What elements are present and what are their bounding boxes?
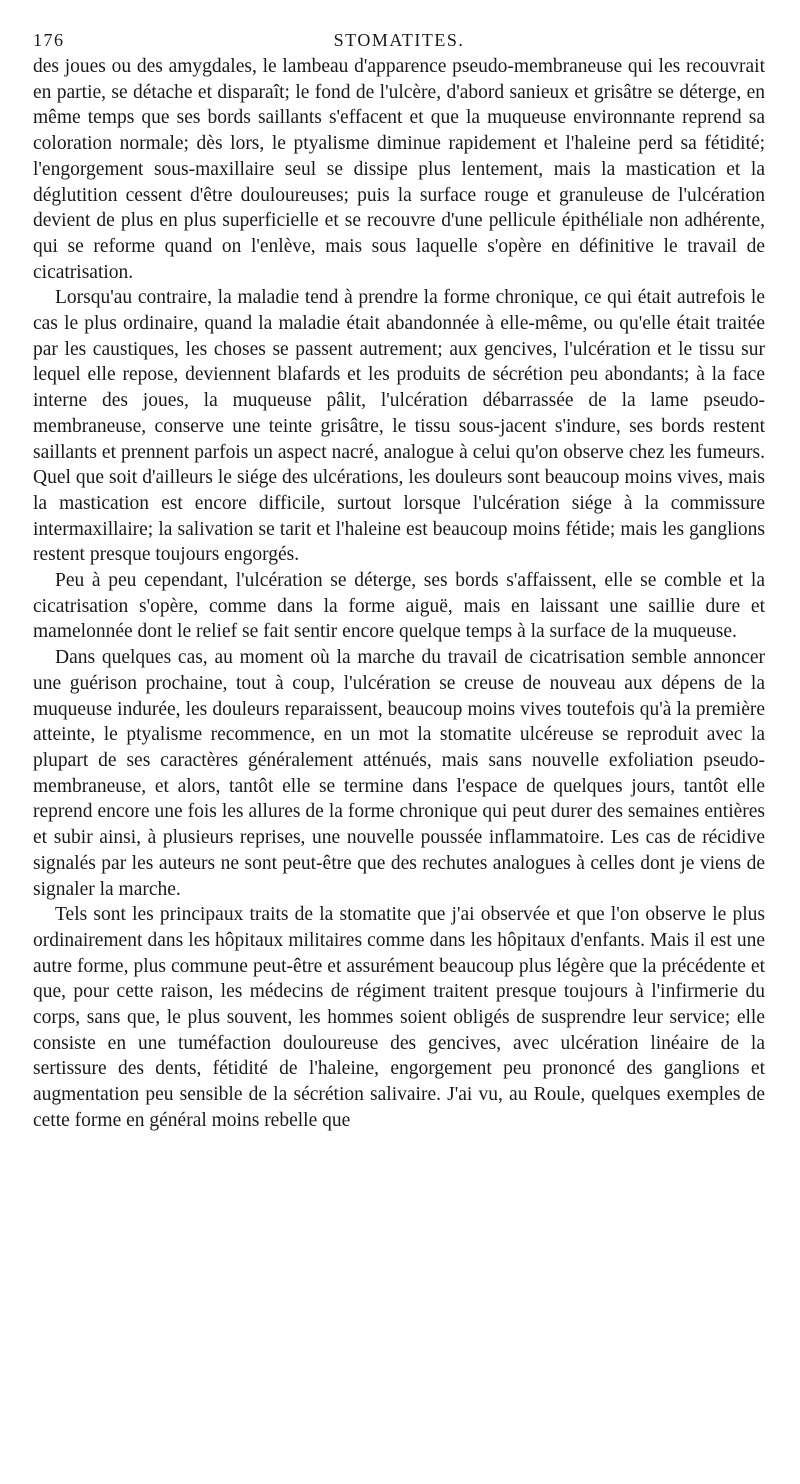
paragraph-relapse: Dans quelques cas, au moment où la marche du travail de cicatrisation semble annoncer une guérison prochaine, tout à coup, l'ulcération se creuse de nouveau aux dépens de la muqueuse indurée, les douleurs reparaissent, beaucoup moins vives toutefois qu'à la première atteinte, le ptyalisme recommence, en un mot la stomatite ulcéreuse se reproduit avec la plupart de ses caractères généralement atténués, mais sans nouvelle exfoliation pseudo-membraneuse, et alors, tantôt elle se termine dans l'espace de quelques jours, tantôt elle reprend encore une fois les allures de la forme chronique qui peut durer des semaines entières et subir ainsi, à plusieurs reprises, une nouvelle poussée inflammatoire. Les cas de récidive signalés par les auteurs ne sont peut-être que des rechutes analogues à celles dont je viens de signaler la marche. xyxy=(33,647,765,900)
running-title: STOMATITES. xyxy=(333,30,465,50)
paragraph-healing: Peu à peu cependant, l'ulcération se déterge, ses bords s'affaissent, elle se comble et la cicatrisation s'opère, comme dans la forme aiguë, mais en laissant une saillie dure et mamelonnée dont le relief se fait sentir encore quelque temps à la surface de la muqueuse. xyxy=(33,570,765,643)
page-header xyxy=(33,30,765,52)
body-text xyxy=(33,54,765,1134)
paragraph-other-form: Tels sont les principaux traits de la stomatite que j'ai observée et que l'on observe le plus ordinairement dans les hôpitaux militaires comme dans les hôpitaux d'enfants. Mais il est une autre forme, plus commune peut-être et assurément beaucoup plus légère que la précédente et que, pour cette raison, les médecins de régiment traitent presque toujours à l'infirmerie du corps, sans que, le plus souvent, les hommes soient obligés de susprendre leur service; elle consiste en une tuméfaction douloureuse des gencives, avec ulcération linéaire de la sertissure des dents, fétidité de l'haleine, engorgement peu prononcé des ganglions et augmentation peu sensible de la sécrétion salivaire. J'ai vu, au Roule, quelques exemples de cette forme en général moins rebelle que xyxy=(33,904,765,1131)
paragraph-continuation: des joues ou des amygdales, le lambeau d'apparence pseudo-membraneuse qui les recouvrait en partie, se détache et disparaît; le fond de l'ulcère, d'abord sanieux et grisâtre se déterge, en même temps que ses bords saillants s'effacent et que la muqueuse environnante reprend sa coloration normale; dès lors, le ptyalisme diminue rapidement et l'haleine perd sa fétidité; l'engorgement sous-maxillaire seul se dissipe plus lentement, mais la mastication et la déglutition cessent d'être douloureuses; puis la surface rouge et granuleuse de l'ulcération devient de plus en plus superficielle et se recouvre d'une pellicule épithéliale non adhérente, qui se reforme quand on l'enlève, mais sous laquelle s'opère en définitive le travail de cicatrisation. xyxy=(33,56,765,283)
page-number: 176 xyxy=(33,30,65,50)
paragraph-chronic-form: Lorsqu'au contraire, la maladie tend à prendre la forme chronique, ce qui était autrefois le cas le plus ordinaire, quand la maladie était abandonnée à elle-même, ou qu'elle était traitée par les caustiques, les choses se passent autrement; aux gencives, l'ulcération et le tissu sur lequel elle repose, deviennent blafards et les produits de sécrétion peu abondants; à la face interne des joues, la muqueuse pâlit, l'ulcération débarrassée de la lame pseudo-membraneuse, conserve une teinte grisâtre, le tissu sous-jacent s'indure, ses bords restent saillants et prennent parfois un aspect nacré, analogue à celui qu'on observe chez les fumeurs. Quel que soit d'ailleurs le siége des ulcérations, les douleurs sont beaucoup moins vives, mais la mastication est encore difficile, surtout lorsque l'ulcération siége à la commissure intermaxillaire; la salivation se tarit et l'haleine est beaucoup moins fétide; mais les ganglions restent presque toujours engorgés. xyxy=(33,287,765,566)
document-page xyxy=(33,30,765,1134)
